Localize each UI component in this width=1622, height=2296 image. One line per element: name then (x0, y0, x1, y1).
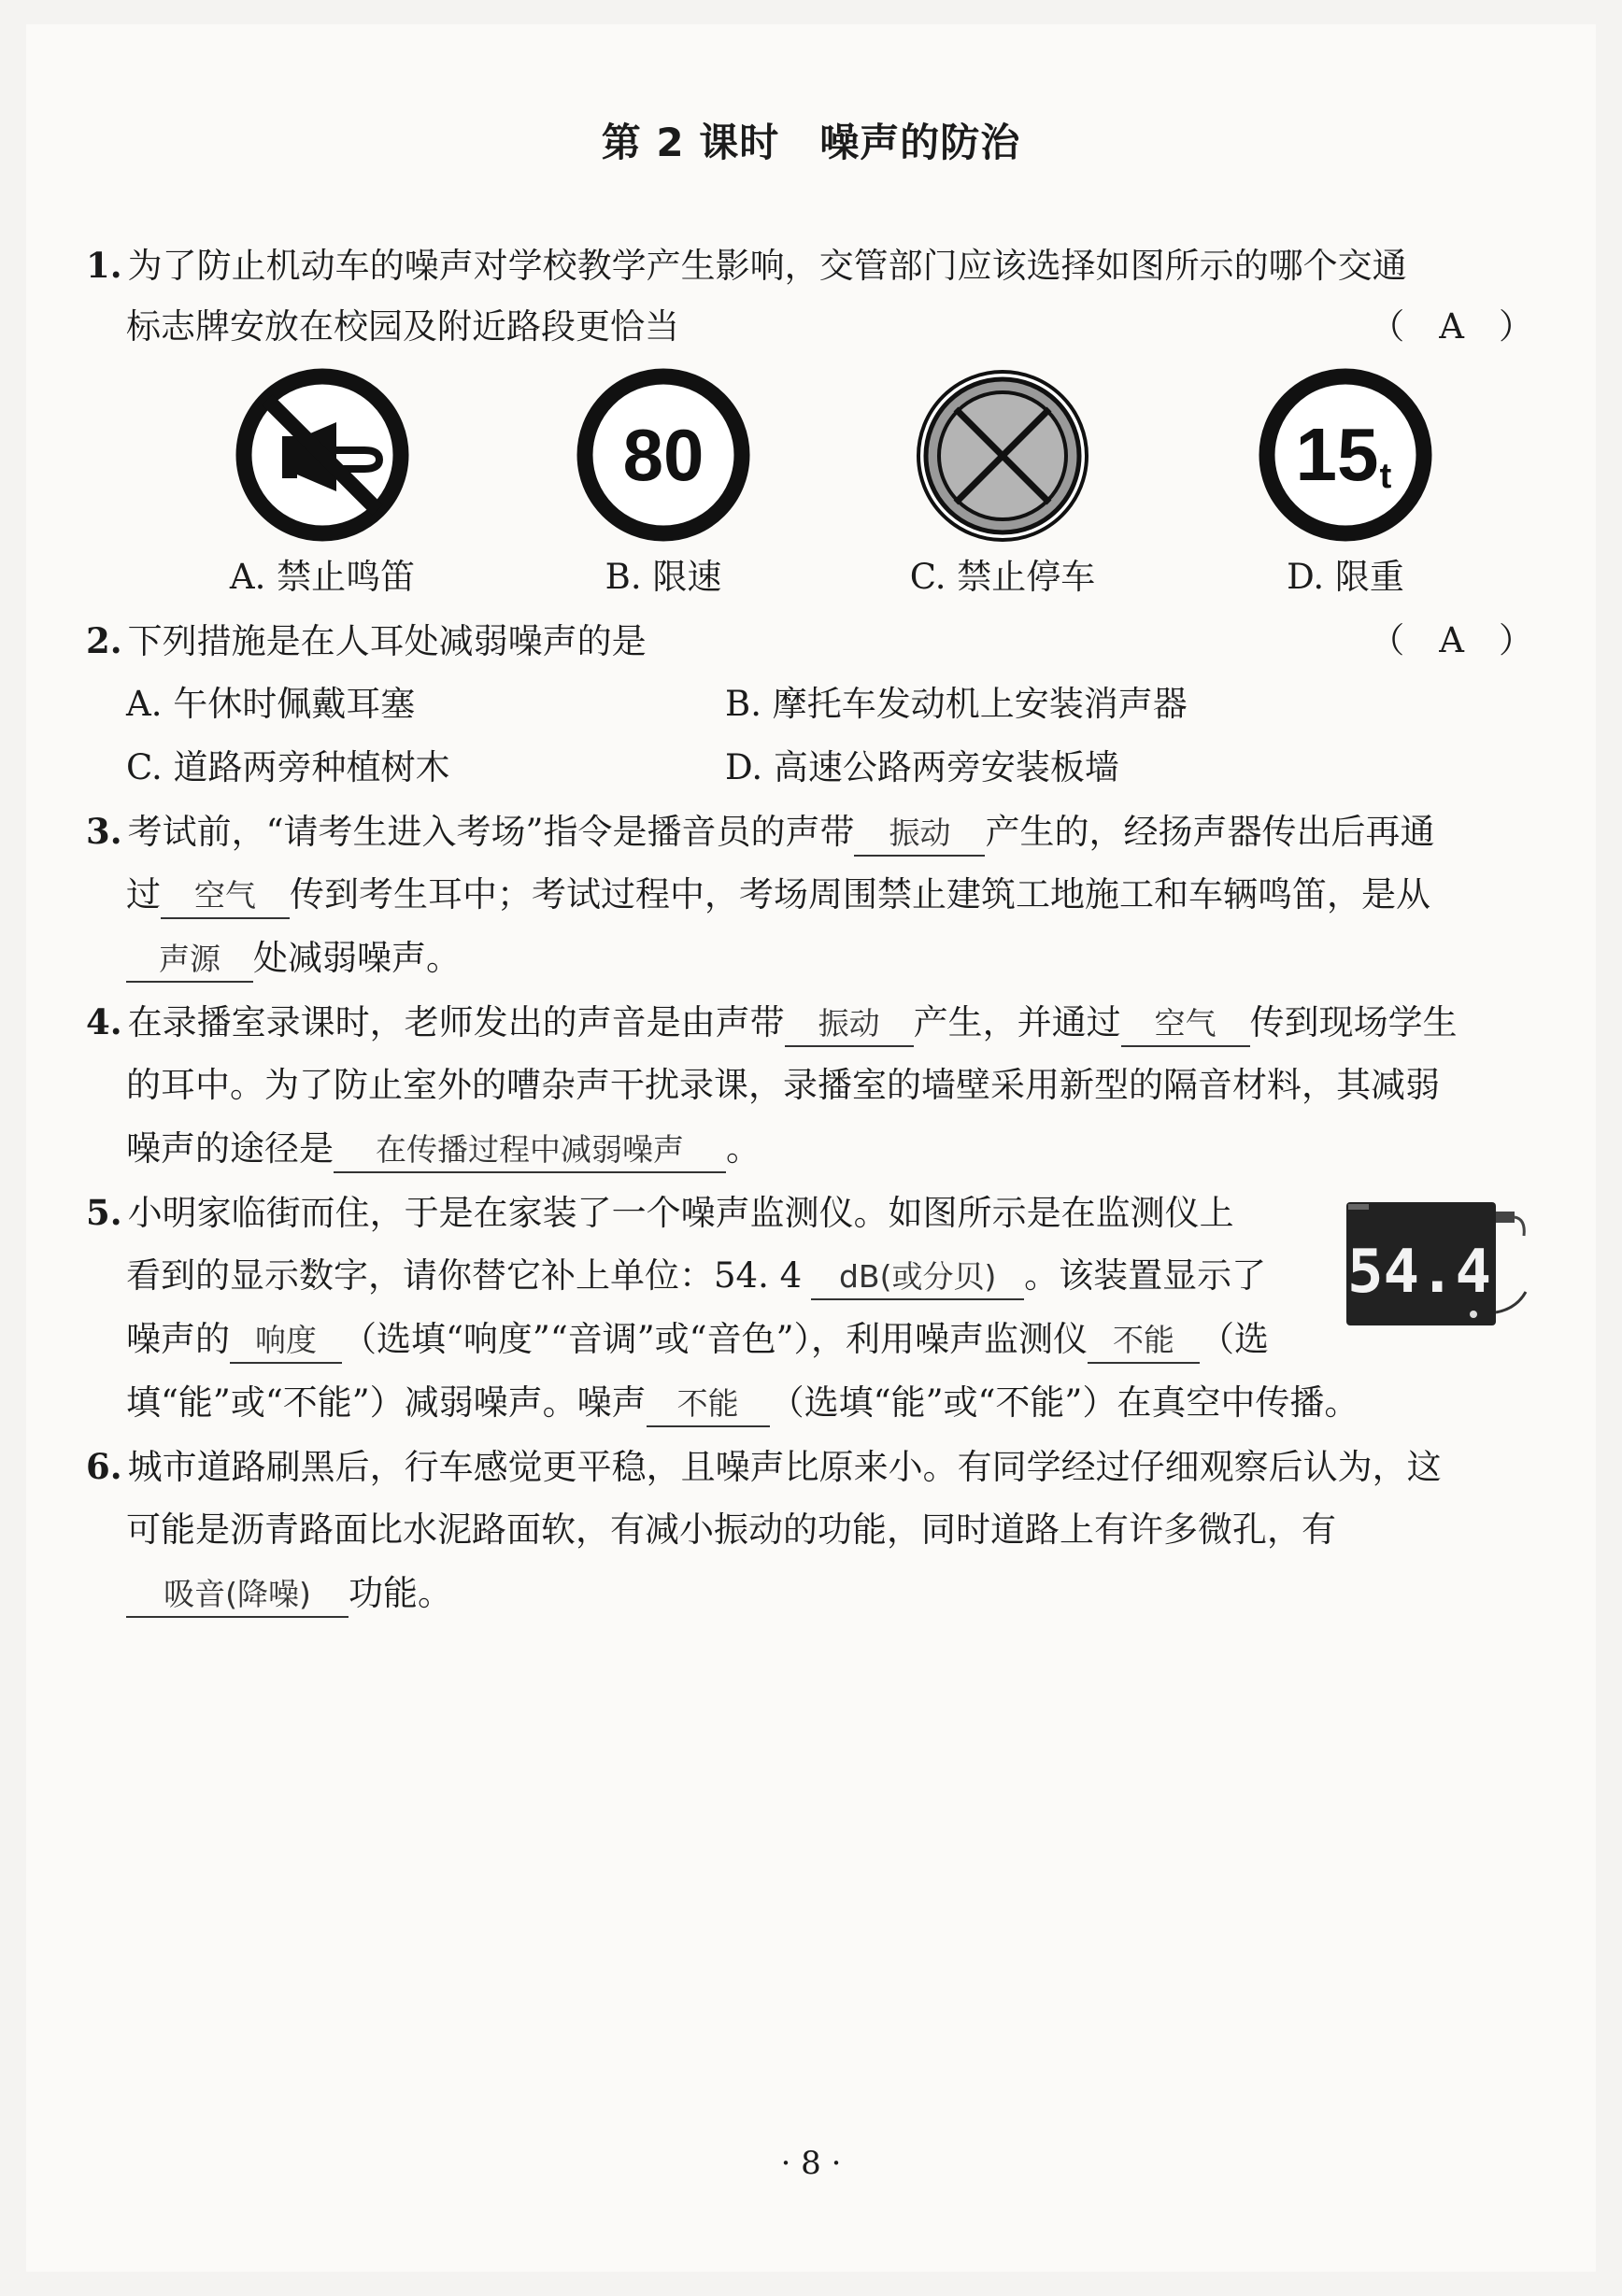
question-text: （选 (1200, 1319, 1269, 1359)
option-c-caption: C. 禁止停车 (909, 557, 1096, 597)
question-text: 产生，并通过 (913, 1002, 1121, 1042)
question-text: 填“能”或“不能”）减弱噪声。噪声 (126, 1382, 647, 1423)
answer-blank: 空气 (161, 874, 290, 919)
speed-limit-sign-icon (575, 366, 752, 544)
question-3-line-2 (126, 871, 1430, 919)
option-c: C. 道路两旁种植树木 (126, 747, 450, 787)
answer-blank: 振动 (785, 1002, 914, 1047)
question-text: 的耳中。为了防止室外的嘈杂声干扰录课，录播室的墙壁采用新型的隔音材料，其减弱 (126, 1065, 1440, 1105)
question-number: 4. (86, 1001, 122, 1042)
option-d-caption: D. 限重 (1287, 557, 1404, 597)
answer-blank: 不能 (1088, 1319, 1200, 1364)
question-number: 1. (86, 245, 122, 286)
option-a: A. 午休时佩戴耳塞 (126, 684, 416, 724)
question-number: 5. (86, 1192, 122, 1233)
question-text: 传到现场学生 (1249, 1002, 1458, 1042)
question-4-line-1 (86, 998, 1458, 1047)
question-3-line-3 (126, 934, 461, 983)
question-6-line-2 (126, 1506, 1336, 1554)
question-text: 噪声的 (126, 1319, 230, 1359)
question-text: 小明家临街而住，于是在家装了一个噪声监测仪。如图所示是在监测仪上 (127, 1193, 1234, 1233)
question-1-line-1 (86, 241, 1407, 291)
weight-limit-value: 15 (1295, 413, 1379, 496)
speed-limit-value: 80 (622, 414, 704, 496)
option-a-caption: A. 禁止鸣笛 (229, 557, 416, 597)
page-number: · 8 · (780, 2145, 842, 2182)
question-text: 标志牌安放在校园及附近路段更恰当 (126, 306, 679, 347)
question-6-line-1 (86, 1442, 1442, 1492)
question-3-line-1 (86, 807, 1434, 857)
option-b: B. 摩托车发动机上安装消声器 (725, 684, 1188, 724)
noise-meter-image (1343, 1198, 1528, 1329)
answer-blank: 在传播过程中减弱噪声 (334, 1128, 726, 1173)
question-1-line-2 (126, 303, 679, 351)
question-4-line-3 (126, 1125, 761, 1173)
question-text: 在录播室录课时，老师发出的声音是由声带 (127, 1002, 785, 1042)
question-text: （选填“响度”“音调”或“音色”），利用噪声监测仪 (342, 1319, 1088, 1359)
question-5-line-1 (86, 1188, 1234, 1238)
answer-blank: 空气 (1121, 1002, 1250, 1047)
question-text: 为了防止机动车的噪声对学校教学产生影响，交管部门应该选择如图所示的哪个交通 (127, 246, 1407, 286)
no-parking-sign-icon (913, 366, 1092, 546)
question-text: 看到的显示数字，请你替它补上单位：54. 4 (126, 1255, 803, 1296)
question-text: （选填“能”或“不能”）在真空中传播。 (769, 1382, 1359, 1423)
answer-bracket: （ A ） (1370, 306, 1533, 347)
answer-blank: 声源 (126, 938, 253, 983)
question-5-line-3 (126, 1315, 1269, 1364)
question-text: 。该装置显示了 (1024, 1255, 1267, 1296)
question-5-line-4 (126, 1379, 1359, 1427)
question-text: 噪声的途径是 (126, 1128, 334, 1169)
question-text: 考试前，“请考生进入考场”指令是播音员的声带 (127, 812, 855, 852)
question-number: 6. (86, 1446, 122, 1487)
answer-blank: 吸音(降噪) (126, 1573, 349, 1618)
question-text: 可能是沥青路面比水泥路面软，有减小振动的功能，同时道路上有许多微孔，有 (126, 1509, 1336, 1550)
question-2-stem (86, 617, 647, 666)
page-title: 第 2 课时 噪声的防治 (601, 120, 1021, 165)
meter-reading: 54.4 (1346, 1238, 1492, 1307)
option-d: D. 高速公路两旁安装板墙 (725, 747, 1119, 787)
answer-blank: 响度 (230, 1319, 342, 1364)
weight-limit-sign-icon (1257, 366, 1434, 544)
question-text: 。 (726, 1128, 761, 1169)
question-5-line-2 (126, 1252, 1266, 1300)
question-4-line-2 (126, 1061, 1440, 1110)
answer-bracket: （ A ） (1370, 620, 1533, 660)
answer-blank: dB(或分贝) (811, 1255, 1024, 1300)
weight-limit-unit: t (1379, 457, 1392, 496)
answer-blank: 不能 (647, 1382, 770, 1427)
question-text: 过 (126, 874, 161, 914)
question-text: 处减弱噪声。 (253, 938, 461, 978)
question-text: 城市道路刷黑后，行车感觉更平稳，且噪声比原来小。有同学经过仔细观察后认为，这 (127, 1447, 1442, 1487)
question-text: 产生的，经扬声器传出后再通 (985, 812, 1435, 852)
option-b-caption: B. 限速 (605, 557, 722, 597)
no-horn-sign-icon (234, 366, 411, 544)
question-number: 2. (86, 620, 122, 661)
question-text: 下列措施是在人耳处减弱噪声的是 (127, 621, 647, 661)
question-text: 功能。 (349, 1573, 452, 1613)
question-6-line-3 (126, 1569, 452, 1618)
answer-blank: 振动 (854, 812, 985, 857)
question-number: 3. (86, 811, 122, 852)
question-text: 传到考生耳中；考试过程中，考场周围禁止建筑工地施工和车辆鸣笛，是从 (290, 874, 1430, 914)
